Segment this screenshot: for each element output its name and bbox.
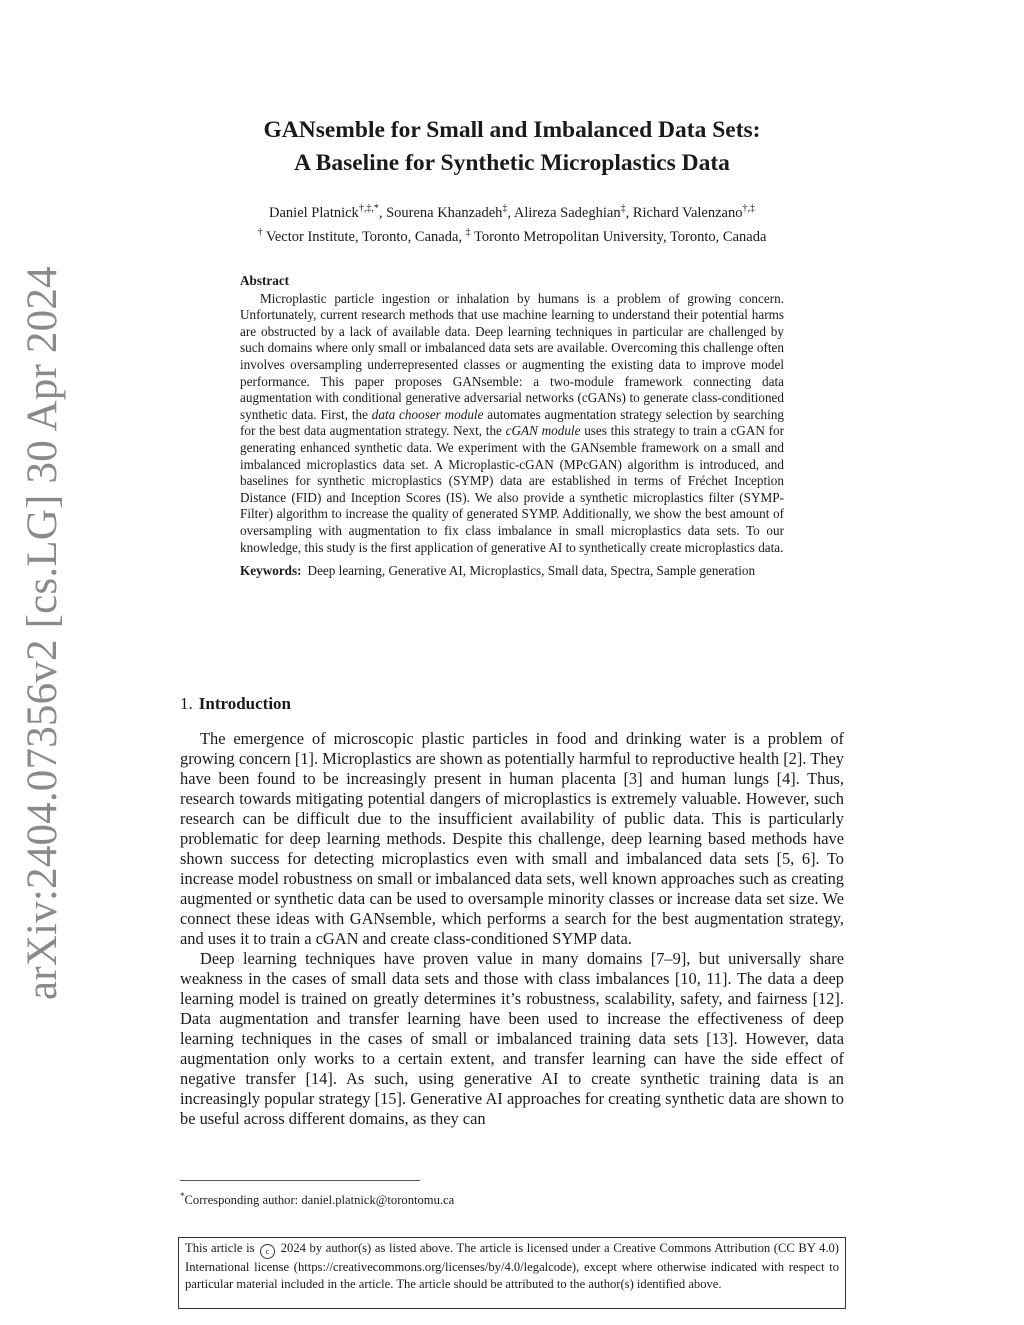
author-affiliation-mark: †,‡ bbox=[742, 203, 755, 214]
footnote-divider bbox=[180, 1180, 420, 1181]
keywords-list: Deep learning, Generative AI, Microplastics, Small data, Spectra, Sample generation bbox=[307, 563, 756, 579]
introduction-body bbox=[180, 729, 844, 1129]
abstract-emphasis: data chooser module bbox=[371, 406, 484, 422]
author-affiliation-mark: ‡ bbox=[620, 203, 626, 214]
license-text: 2024 by author(s) as listed above. The article is licensed under a Creative Commons Attribution (CC BY 4.0) International license (https://creativecommons.org/licenses/by/4.0/legalcode), except where otherwise indicated with respect to particular material included in the article. The article should be attributed to the author(s) identified above. bbox=[185, 1241, 839, 1291]
footnote-text: Corresponding author: daniel.platnick@torontomu.ca bbox=[184, 1193, 455, 1208]
author-affiliation-mark: †,‡,* bbox=[358, 203, 379, 214]
abstract-text: automates augmentation strategy selection by searching for the best data augmentation strategy. Next, the bbox=[240, 406, 785, 439]
section-title: Introduction bbox=[198, 694, 292, 713]
keywords bbox=[240, 561, 784, 580]
abstract-text: uses this strategy to train a cGAN for generating enhanced synthetic data. We experiment with the GANsemble framework on a small and imbalanced microplastics data set. A Microplastic-cGAN (MPcGAN) algorithm is introduced, and baselines for synthetic microplastics (SYMP) data are established in terms of Fréchet Inception Distance (FID) and Inception Scores (IS). We also provide a synthetic microplastics filter (SYMP-Filter) algorithm to increase the quality of generated SYMP. Additionally, we show the best amount of oversampling with augmentation to fix class imbalance in small microplastics data sets. To our knowledge, this study is the first application of generative AI to synthetically create microplastics data. bbox=[240, 423, 784, 555]
abstract-heading: Abstract bbox=[240, 273, 290, 288]
abstract-section bbox=[240, 273, 784, 580]
author-block bbox=[180, 199, 844, 247]
author-name: Alireza Sadeghian bbox=[513, 204, 621, 221]
intro-paragraph-2: Deep learning techniques have proven value in many domains [7–9], but universally share weakness in the cases of small data sets and those with class imbalances [10, 11]. The data a deep learning model is trained on greatly determines it’s robustness, scalability, safety, and fairness [12]. Data augmentation and transfer learning have been used to increase the effectiveness of deep learning techniques in the cases of small or imbalanced training data sets [13]. However, data augmentation only works to a certain extent, and transfer learning can have the side effect of negative transfer [14]. As such, using generative AI to create synthetic training data is an increasingly popular strategy [15]. Generative AI approaches for creating synthetic data are shown to be useful across different domains, as they can bbox=[180, 949, 844, 1128]
corresponding-author-footnote bbox=[180, 1188, 454, 1208]
abstract-emphasis: cGAN module bbox=[505, 423, 581, 439]
author-name: Daniel Platnick bbox=[269, 204, 359, 221]
footnote-mark: * bbox=[180, 1191, 185, 1201]
affiliation-vector: Vector Institute, Toronto, Canada, bbox=[265, 228, 463, 245]
paper-title bbox=[180, 114, 844, 180]
license-prefix: This article is bbox=[185, 1241, 255, 1255]
keywords-label: Keywords: bbox=[240, 563, 302, 579]
affiliation-tmu: Toronto Metropolitan University, Toronto, Canada bbox=[474, 228, 767, 245]
license-notice-box bbox=[178, 1237, 846, 1309]
abstract-body bbox=[240, 291, 784, 557]
affiliation-list bbox=[180, 223, 844, 247]
copyright-icon: c bbox=[260, 1244, 275, 1259]
arxiv-identifier-stamp[interactable]: arXiv:2404.07356v2 [cs.LG] 30 Apr 2024 bbox=[19, 266, 66, 1000]
intro-paragraph-1: The emergence of microscopic plastic particles in food and drinking water is a problem of growing concern [1]. Microplastics are shown as potentially harmful to reproductive health [2]. They have been found to be increasingly present in human placenta [3] and human lungs [4]. Thus, research towards mitigating potential dangers of microplastics is extremely valuable. However, such research can be difficult due to the insufficient availability of public data. This is particularly problematic for deep learning methods. Despite this challenge, deep learning based methods have shown success for detecting microplastics even with small and imbalanced data sets [5, 6]. To increase model robustness on small or imbalanced data sets, well known approaches such as creating augmented or synthetic data can be used to oversample minority classes or increase data set size. We connect these ideas with GANsemble, which performs a search for the best augmentation strategy, and uses it to train a cGAN and create class-conditioned SYMP data. bbox=[180, 729, 844, 948]
abstract-text: Microplastic particle ingestion or inhalation by humans is a problem of growing concern. Unfortunately, current research methods that use machine learning to understand their potential harms are obstructed by a lack of available data. Deep learning techniques in particular are challenged by such domains where only small or imbalanced data sets are available. Overcoming this challenge often involves oversampling underrepresented classes or augmenting the existing data to improve model performance. This paper proposes GANsemble: a two-module framework connecting data augmentation with conditional generative adversarial networks (cGANs) to generate class-conditioned synthetic data. First, the bbox=[240, 290, 784, 422]
author-name: Richard Valenzano bbox=[632, 204, 743, 221]
author-affiliation-mark: ‡ bbox=[502, 203, 508, 214]
affiliation-mark: † bbox=[257, 226, 263, 238]
author-name: Sourena Khanzadeh bbox=[386, 204, 503, 221]
section-number: 1. bbox=[180, 694, 193, 713]
author-list: Daniel Platnick†,‡,*, Sourena Khanzadeh‡, Alireza Sadeghian‡, Richard Valenzano†,‡ bbox=[269, 203, 755, 221]
title-line-2: A Baseline for Synthetic Microplastics Data bbox=[294, 150, 730, 176]
section-heading-introduction bbox=[180, 693, 291, 715]
title-line-1: GANsemble for Small and Imbalanced Data Sets: bbox=[263, 117, 761, 143]
affiliation-mark: ‡ bbox=[465, 226, 471, 238]
